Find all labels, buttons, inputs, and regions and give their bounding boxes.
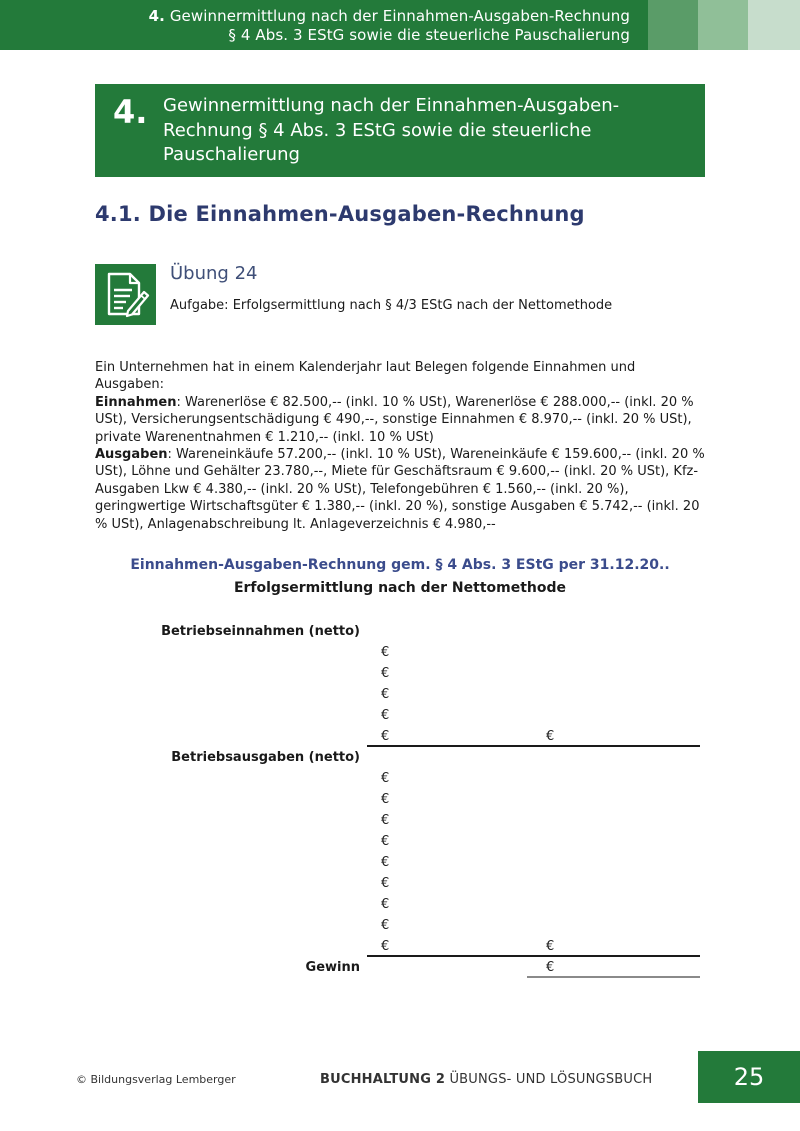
income-entry-row xyxy=(0,708,800,729)
chapter-number: 4. xyxy=(113,93,148,131)
currency-symbol: € xyxy=(381,771,390,786)
currency-symbol: € xyxy=(381,939,390,954)
footer-book-rest: ÜBUNGS- UND LÖSUNGSBUCH xyxy=(445,1072,653,1087)
chapter-title: Gewinnermittlung nach der Einnahmen-Ausgaben-Rechnung § 4 Abs. 3 EStG sowie die steuerliche Pauschalierung xyxy=(163,95,620,165)
currency-symbol: € xyxy=(381,855,390,870)
expense-total-rule xyxy=(367,955,700,957)
currency-symbol: € xyxy=(381,897,390,912)
income-entry-row xyxy=(0,666,800,687)
exercise-title: Übung 24 xyxy=(170,263,258,284)
income-heading: Betriebseinnahmen (netto) xyxy=(161,624,360,639)
income-entry-row xyxy=(0,687,800,708)
expense-entry-row xyxy=(0,813,800,834)
running-header-line1: Gewinnermittlung nach der Einnahmen-Ausgaben-Rechnung xyxy=(169,7,630,25)
page-number: 25 xyxy=(698,1051,800,1103)
currency-symbol: € xyxy=(381,708,390,723)
document-edit-icon xyxy=(95,264,156,325)
expense-heading-row xyxy=(0,750,800,771)
income-paragraph xyxy=(95,394,705,446)
currency-symbol: € xyxy=(381,687,390,702)
header-stripe-dark xyxy=(648,0,698,50)
currency-symbol: € xyxy=(381,729,390,744)
income-text: : Warenerlöse € 82.500,-- (inkl. 10 % USt), Warenerlöse € 288.000,-- (inkl. 20 % USt), Versicherungsentschädigung € 490,--, sonstige Einnahmen € 8.970,-- (inkl. 20 % USt), private Warenentnahmen € 1.210,-- (inkl. 10 % USt) xyxy=(95,394,694,445)
header-stripe-medium xyxy=(698,0,748,50)
expense-entry-row xyxy=(0,855,800,876)
running-header xyxy=(0,0,800,50)
income-heading-row xyxy=(0,624,800,645)
expense-entry-row xyxy=(0,918,800,939)
income-label: Einnahmen xyxy=(95,394,177,410)
currency-symbol: € xyxy=(381,645,390,660)
running-header-chapter-number: 4. xyxy=(148,7,165,25)
exercise-description xyxy=(95,359,705,533)
currency-symbol: € xyxy=(381,792,390,807)
footer-book-bold: BUCHHALTUNG 2 xyxy=(320,1072,446,1087)
profit-label: Gewinn xyxy=(305,960,360,975)
income-entry-row xyxy=(0,645,800,666)
chapter-heading-box xyxy=(95,84,705,177)
footer-book-title xyxy=(320,1072,652,1087)
running-header-line2: § 4 Abs. 3 EStG sowie die steuerliche Pauschalierung xyxy=(228,26,630,44)
statement-subtitle: Erfolgsermittlung nach der Nettomethode xyxy=(233,580,567,596)
expense-text: : Wareneinkäufe 57.200,-- (inkl. 10 % USt), Wareneinkäufe € 159.600,-- (inkl. 20 % USt), Löhne und Gehälter 23.780,--, Miete für Geschäftsraum € 9.600,-- (inkl. 20 % USt), Kfz-Ausgaben Lkw € 4.380,-- (inkl. 20 % USt), Telefongebühren € 1.560,-- (inkl. 20 %), geringwertige Wirtschaftsgüter € 1.380,-- (inkl. 20 %), sonstige Ausgaben € 5.742,-- (inkl. 20 % USt), Anlagenabschreibung lt. Anlageverzeichnis € 4.980,-- xyxy=(95,447,705,532)
expense-entry-row xyxy=(0,834,800,855)
exercise-task: Aufgabe: Erfolgsermittlung nach § 4/3 EStG nach der Nettomethode xyxy=(170,298,613,313)
currency-symbol: € xyxy=(381,918,390,933)
currency-symbol: € xyxy=(381,666,390,681)
expense-entry-row xyxy=(0,771,800,792)
statement-title: Einnahmen-Ausgaben-Rechnung gem. § 4 Abs. 3 EStG per 31.12.20.. xyxy=(130,557,670,573)
currency-symbol: € xyxy=(381,876,390,891)
expense-entry-row xyxy=(0,792,800,813)
currency-symbol: € xyxy=(381,813,390,828)
expense-paragraph xyxy=(95,446,705,533)
expense-entry-row xyxy=(0,876,800,897)
expense-heading: Betriebsausgaben (netto) xyxy=(171,750,360,765)
section-title: 4.1. Die Einnahmen-Ausgaben-Rechnung xyxy=(95,202,585,226)
expense-total-currency: € xyxy=(546,939,555,954)
profit-rule xyxy=(527,976,700,978)
header-stripe-light xyxy=(748,0,800,50)
income-total-rule xyxy=(367,745,700,747)
income-total-currency: € xyxy=(546,729,555,744)
currency-symbol: € xyxy=(381,834,390,849)
running-header-title xyxy=(0,0,648,50)
expense-entry-row xyxy=(0,897,800,918)
intro-text: Ein Unternehmen hat in einem Kalenderjahr laut Belegen folgende Einnahmen und Ausgaben: xyxy=(95,360,636,393)
footer-copyright: © Bildungsverlag Lemberger xyxy=(76,1073,236,1086)
expense-label: Ausgaben xyxy=(95,447,168,463)
profit-currency: € xyxy=(546,960,555,975)
